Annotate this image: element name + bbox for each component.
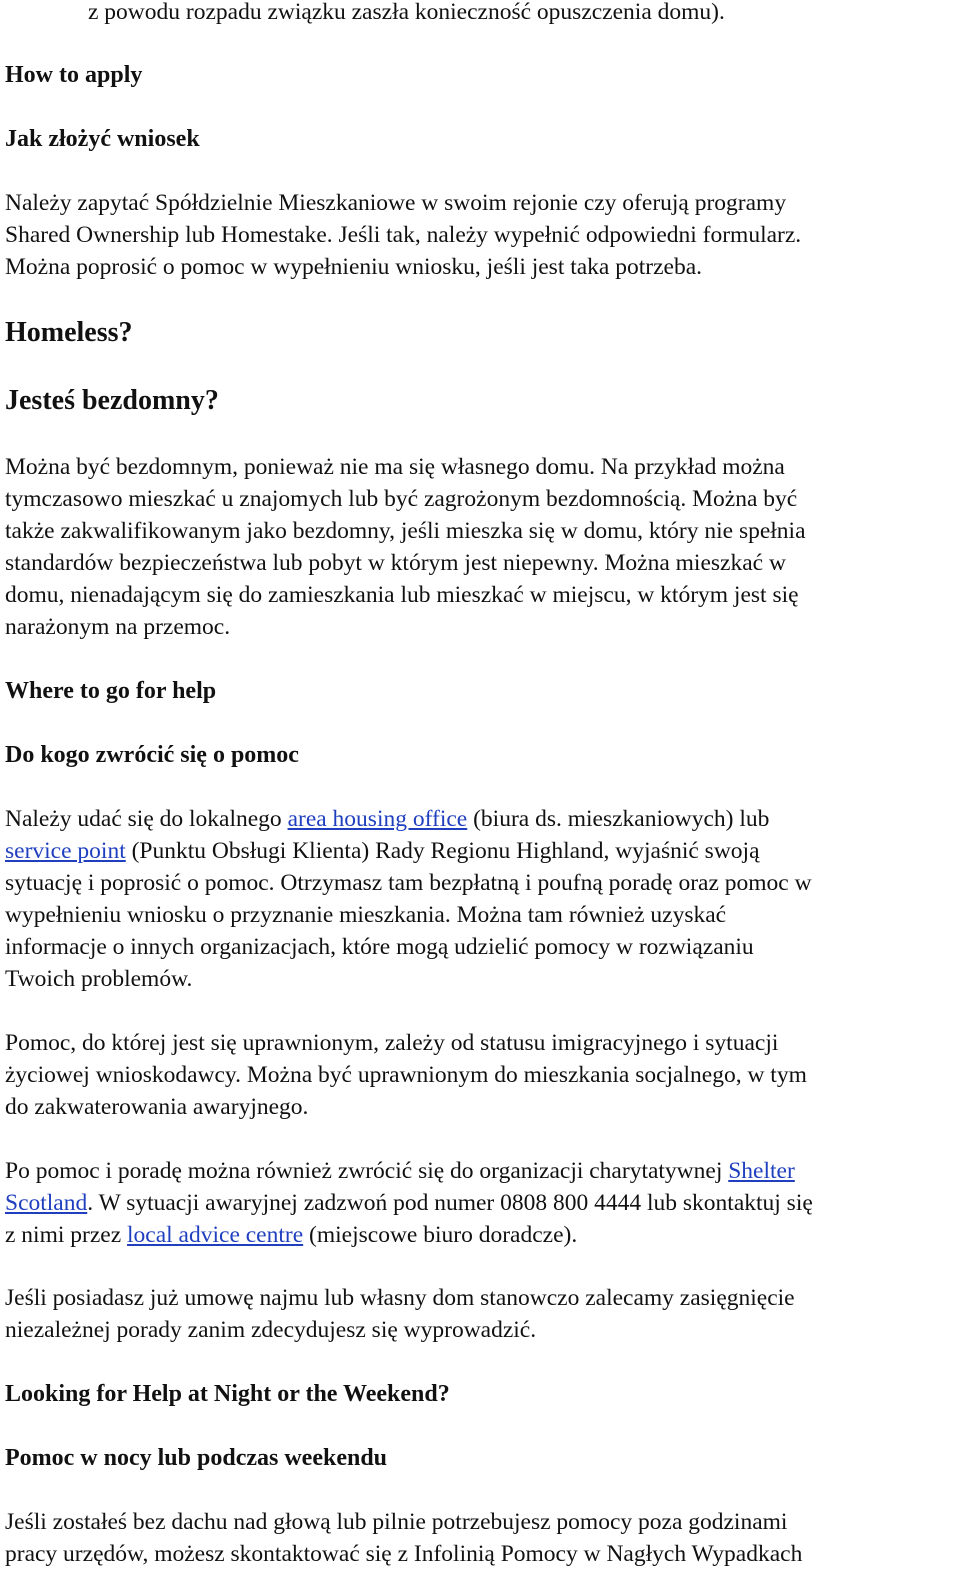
text-line: domu, nienadającym się do zamieszkania lub mieszkać w miejscu, w którym jest się [5, 582, 799, 608]
text-line: tymczasowo mieszkać u znajomych lub być zagrożonym bezdomnością. Można być [5, 486, 798, 512]
how-to-apply-paragraph [5, 187, 957, 283]
text-line: niezależnej porady zanim zdecydujesz się wyprowadzić. [5, 1317, 537, 1343]
shelter-scotland-link[interactable]: Shelter [728, 1158, 795, 1184]
intro-line: z powodu rozpadu związku zaszła konieczność opuszczenia domu). [88, 0, 725, 25]
text-line: Pomoc, do której jest się uprawnionym, zależy od statusu imigracyjnego i sytuacji [5, 1030, 779, 1056]
text-line: życiowej wnioskodawcy. Można być uprawnionym do mieszkania socjalnego, w tym [5, 1062, 807, 1088]
text-line: standardów bezpieczeństwa lub pobyt w którym jest niepewny. Można mieszkać w [5, 550, 786, 576]
text-line: wypełnieniu wniosku o przyznanie mieszkania. Można tam również uzyskać [5, 902, 727, 928]
where-help-paragraph-1 [5, 803, 957, 995]
text-line: do zakwaterowania awaryjnego. [5, 1094, 309, 1120]
heading-how-to-apply-en: How to apply [5, 62, 143, 88]
text-line: także zakwalifikowanym jako bezdomny, jeśli mieszka się w domu, który nie spełnia [5, 518, 806, 544]
text-line: sytuację i poprosić o pomoc. Otrzymasz tam bezpłatną i poufną poradę oraz pomoc w [5, 870, 812, 896]
text-line: Jeśli posiadasz już umowę najmu lub własny dom stanowczo zalecamy zasięgnięcie [5, 1285, 795, 1311]
heading-where-help-en: Where to go for help [5, 678, 217, 704]
night-weekend-paragraph [5, 1506, 957, 1570]
service-point-link[interactable]: service point [5, 838, 126, 864]
heading-where-help-pl: Do kogo zwrócić się o pomoc [5, 742, 299, 768]
text-line: Można być bezdomnym, ponieważ nie ma się własnego domu. Na przykład można [5, 454, 785, 480]
text-line: Scotland. W sytuacji awaryjnej zadzwoń pod numer 0808 800 4444 lub skontaktuj się [5, 1190, 813, 1216]
where-help-paragraph-4 [5, 1282, 957, 1346]
text-line: z nimi przez local advice centre (miejscowe biuro doradcze). [5, 1222, 578, 1248]
text-line: Po pomoc i poradę można również zwrócić się do organizacji charytatywnej Shelter [5, 1158, 795, 1184]
local-advice-centre-link[interactable]: local advice centre [127, 1222, 304, 1248]
heading-homeless-pl: Jesteś bezdomny? [5, 385, 219, 416]
text-line: Można poprosić o pomoc w wypełnieniu wniosku, jeśli jest taka potrzeba. [5, 254, 703, 280]
homeless-paragraph [5, 451, 957, 643]
heading-homeless-en: Homeless? [5, 317, 133, 348]
text-line: service point (Punktu Obsługi Klienta) Rady Regionu Highland, wyjaśnić swoją [5, 838, 760, 864]
text-line: informacje o innych organizacjach, które mogą udzielić pomocy w rozwiązaniu [5, 934, 754, 960]
area-housing-office-link[interactable]: area housing office [287, 806, 468, 832]
text-line: Twoich problemów. [5, 966, 193, 992]
text-line: Jeśli zostałeś bez dachu nad głową lub pilnie potrzebujesz pomocy poza godzinami [5, 1509, 788, 1535]
text-line: Shared Ownership lub Homestake. Jeśli tak, należy wypełnić odpowiedni formularz. [5, 222, 802, 248]
heading-how-to-apply-pl: Jak złożyć wniosek [5, 126, 200, 152]
heading-night-weekend-pl: Pomoc w nocy lub podczas weekendu [5, 1445, 388, 1471]
heading-night-weekend-en: Looking for Help at Night or the Weekend? [5, 1381, 450, 1407]
shelter-scotland-link-cont[interactable]: Scotland [5, 1190, 88, 1216]
text-line: Należy zapytać Spółdzielnie Mieszkaniowe w swoim rejonie czy oferują programy [5, 190, 787, 216]
text-line: narażonym na przemoc. [5, 614, 231, 640]
text-line: pracy urzędów, możesz skontaktować się z Infolinią Pomocy w Nagłych Wypadkach [5, 1541, 803, 1567]
where-help-paragraph-3 [5, 1155, 957, 1251]
text-line: Należy udać się do lokalnego area housing office (biura ds. mieszkaniowych) lub [5, 806, 770, 832]
where-help-paragraph-2 [5, 1027, 957, 1123]
